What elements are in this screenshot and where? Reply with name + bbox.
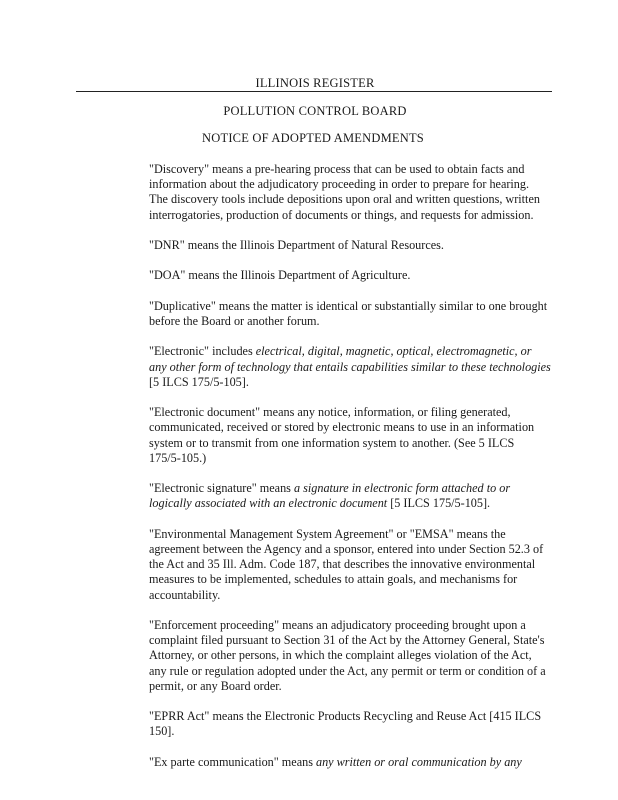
text-line: "DNR" means the Illinois Department of Natural Resources.: [149, 238, 444, 252]
document-body: [149, 162, 549, 770]
text-line: 175/5-105.): [149, 450, 207, 465]
definition-ex-parte: [149, 755, 549, 770]
text-line: [149, 496, 549, 511]
definition-emsa: [149, 527, 549, 603]
citation: [5 ILCS 175/5-105].: [149, 374, 249, 389]
statutory-quote: a signature in electronic form attached to or: [293, 481, 511, 496]
text-line: [149, 481, 549, 496]
text-line: before the Board or another forum.: [149, 313, 320, 328]
text-line: "Discovery" means a pre-hearing process that can be used to obtain facts and: [149, 162, 525, 176]
text-line: agreement between the Agency and a sponsor, entered into under Section 52.3 of: [149, 541, 544, 556]
text-line: "Environmental Management System Agreement" or "EMSA" means the: [149, 526, 506, 541]
text-line: 150].: [149, 724, 175, 739]
statutory-quote: any other form of technology that entails capabilities similar to these technologies: [149, 359, 551, 374]
statutory-quote: any written or oral communication by any: [315, 754, 522, 769]
text-line: "Enforcement proceeding" means an adjudicatory proceeding brought upon a: [149, 617, 526, 632]
text-line: complaint filed pursuant to Section 31 of the Act by the Attorney General, State's: [149, 633, 545, 648]
board-title: POLLUTION CONTROL BOARD: [223, 104, 407, 118]
definition-dnr: [149, 238, 549, 253]
text-line: [149, 344, 549, 359]
register-header: ILLINOIS REGISTER: [255, 76, 375, 90]
definition-duplicative: [149, 299, 549, 329]
text-line: "Electronic document" means any notice, information, or filing generated,: [149, 405, 511, 420]
text-line: interrogatories, production of documents or things, and requests for admission.: [149, 207, 534, 222]
definition-electronic-document: [149, 405, 549, 466]
definition-term: "Electronic signature" means: [149, 481, 294, 496]
citation: [5 ILCS 175/5-105].: [387, 496, 491, 511]
text-line: accountability.: [149, 587, 221, 602]
header-divider: [76, 91, 552, 92]
definition-discovery: [149, 162, 549, 223]
text-line: communicated, received or stored by electronic means to use in an information: [149, 420, 535, 435]
text-line: information about the adjudicatory proceeding in order to prepare for hearing.: [149, 177, 530, 192]
text-line: The discovery tools include depositions upon oral and written questions, written: [149, 192, 540, 207]
text-line: "EPRR Act" means the Electronic Products Recycling and Reuse Act [415 ILCS: [149, 709, 542, 724]
statutory-quote: electrical, digital, magnetic, optical, electromagnetic, or: [255, 344, 532, 359]
text-line: "DOA" means the Illinois Department of Agriculture.: [149, 268, 411, 283]
notice-title: NOTICE OF ADOPTED AMENDMENTS: [202, 131, 424, 145]
definition-eprr-act: [149, 709, 549, 739]
statutory-quote: logically associated with an electronic document: [149, 496, 388, 511]
definition-electronic: [149, 344, 549, 390]
definition-term: "Ex parte communication" means: [149, 754, 316, 769]
text-line: [149, 755, 549, 770]
text-line: "Duplicative" means the matter is identical or substantially similar to one brought: [149, 298, 548, 313]
text-line: permit, or any Board order.: [149, 678, 282, 693]
definition-enforcement-proceeding: [149, 618, 549, 694]
text-line: measures to be implemented, schedules to attain goals, and mechanisms for: [149, 572, 518, 587]
definition-doa: [149, 268, 549, 283]
definition-term: "Electronic" includes: [149, 344, 256, 359]
text-line: any rule or regulation adopted under the Act, any permit or term or condition of a: [149, 663, 546, 678]
text-line: the Act and 35 Ill. Adm. Code 187, that describes the innovative environmental: [149, 557, 536, 572]
text-line: Attorney, or other persons, in which the complaint alleges violation of the Act,: [149, 648, 532, 663]
definition-electronic-signature: [149, 481, 549, 511]
text-line: system or to transmit from one information system to another. (See 5 ILCS: [149, 435, 515, 450]
